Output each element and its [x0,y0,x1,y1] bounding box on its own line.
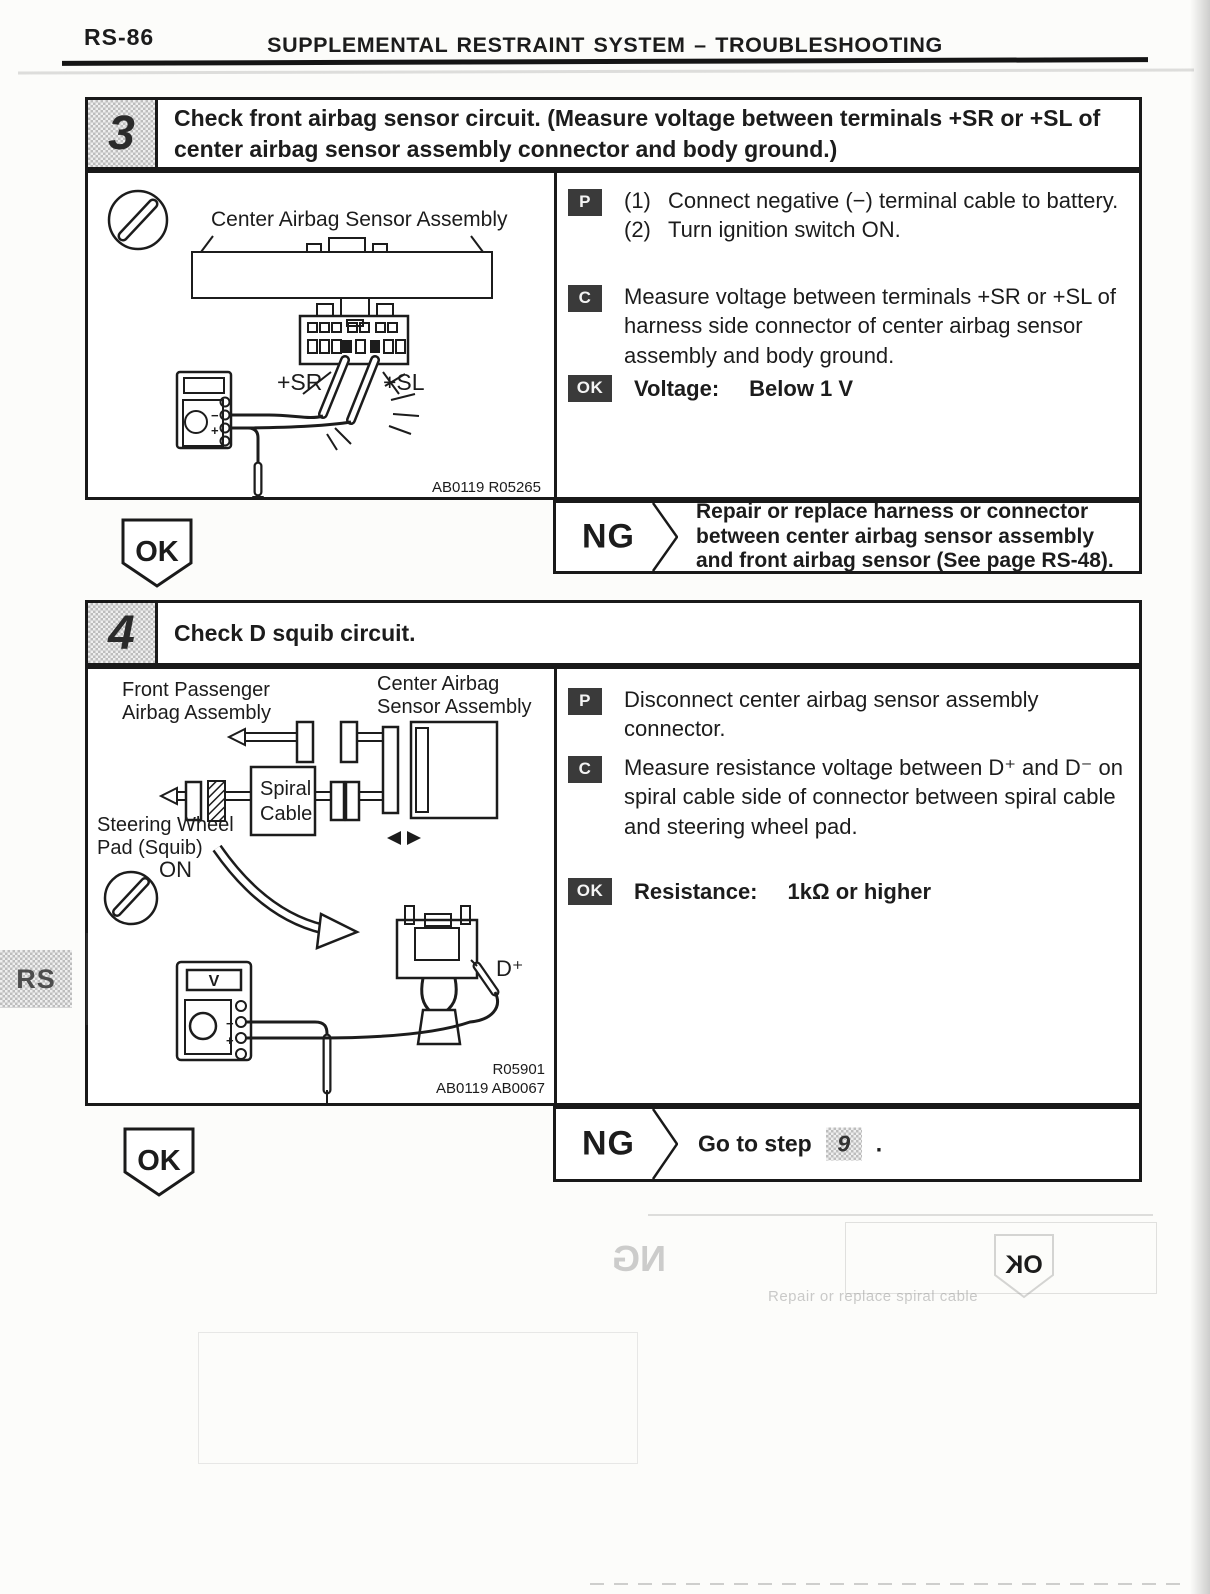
item-number: (2) [624,217,651,243]
bleedthrough-text: Repair or replace spiral cable [768,1288,979,1305]
ng-label: NG [582,517,635,556]
ng-chevron-icon [652,1109,678,1179]
fp-airbag-label-line2: Airbag Assembly [122,702,271,724]
prepare-items [624,186,1130,245]
bleedthrough-box [198,1332,638,1464]
meter-plus-label: + [211,423,219,438]
check-text: Measure resistance voltage between D⁺ and D⁻ on spiral cable side of connector between spiral cable and steering wheel pad. [624,755,1123,839]
rs-tab-edge-line [86,933,88,1025]
fp-airbag-label-line1: Front Passenger [122,679,270,701]
bleedthrough-ok-label: OK [1005,1251,1043,1279]
spec-label: Voltage: [634,376,720,401]
step4-diagram [89,670,553,1104]
header-rule [62,57,1148,66]
prepare-marker: P [568,189,602,216]
step3-spec-row [568,372,1130,403]
step3-panel-divider [554,173,557,497]
bleedthrough-ng: NG [612,1238,666,1279]
scan-bottom-artifact [590,1583,1190,1585]
terminal-sr-pin [342,340,352,353]
step3-title: Check front airbag sensor circuit. (Measure voltage between terminals +SR or +SL of center airbag sensor assembly connector and body ground.) [174,104,1101,162]
step4-number-badge: 4 [88,603,158,663]
step3-ok-arrow [120,517,194,589]
step3-ng-box [553,500,1142,574]
spec-value: Below 1 V [749,376,854,401]
step4-check-row [568,753,1130,841]
meter-minus-label: − [226,1016,234,1031]
meter-plus-label: + [226,1033,234,1048]
prepare-marker: P [568,688,602,715]
figure-code: AB0119 R05265 [432,479,541,496]
ok-marker: OK [568,878,612,905]
step4-content-box [85,666,1142,1106]
no-rotation-symbol-icon [105,872,157,924]
step-9-badge: 9 [826,1128,862,1161]
step3-diagram [89,174,553,498]
step3-content-box [85,170,1142,500]
step4-spec-row [568,875,1130,906]
steering-pad-label-line1: Steering Wheel [97,814,234,836]
spec-line [634,372,1130,403]
bleedthrough-line [648,1214,1153,1216]
check-text: Measure voltage between terminals +SR or +SL of harness side connector of center airbag sensor assembly and body ground. [624,284,1117,368]
step3-number-badge: 3 [88,100,158,167]
no-rotation-symbol-icon [109,191,167,249]
terminal-sr-label: +SR [277,369,323,395]
figure-code-line2: AB0119 AB0067 [436,1080,545,1097]
center-sensor-label-line2: Sensor Assembly [377,696,532,718]
ng-action-text: Go to step [698,1130,812,1157]
item-text: Connect negative (−) terminal cable to battery. [668,188,1119,213]
multimeter-drawing [177,372,231,448]
ok-marker: OK [568,375,612,402]
ng-action-line [698,1128,882,1161]
ok-arrow-label: OK [137,1145,181,1177]
ok-arrow-label: OK [135,536,179,568]
page-number: RS-86 [84,24,155,50]
check-marker: C [568,285,602,312]
ng-chevron-icon [652,503,678,571]
figure-code-line1: R05901 [492,1061,545,1078]
spec-label: Resistance: [634,879,758,904]
section-tab-rs: RS [0,950,72,1008]
meter-volt-label: V [208,973,220,990]
spec-value: 1kΩ or higher [787,879,932,904]
spiral-cable-label-line1: Spiral [260,778,312,800]
steering-pad-label-line2: Pad (Squib) [97,837,203,859]
prepare-text: Disconnect center airbag sensor assembly connector. [624,687,1039,742]
spiral-cable-label-line2: Cable [260,803,313,825]
ng-label: NG [582,1124,635,1163]
step3-prepare-row [568,186,1130,245]
disconnect-arrows-icon [387,831,421,845]
terminal-sl-label: +SL [383,369,425,395]
step4-title: Check D squib circuit. [174,619,416,646]
sensor-assembly-drawing [192,236,492,298]
assembly-label: Center Airbag Sensor Assembly [211,208,508,231]
prepare-item [624,186,1130,215]
item-text: Turn ignition switch ON. [668,217,901,243]
ng-action-period: . [875,1130,883,1157]
center-sensor-label-line1: Center Airbag [377,673,500,695]
ng-action-text: Repair or replace harness or connector between center airbag sensor assembly and front airbag sensor (See page RS-48). [696,500,1114,573]
multimeter-drawing [177,962,251,1060]
step4-prepare-row [568,685,1130,744]
header-rule-ghost [18,68,1194,74]
meter-wires [230,415,351,498]
item-number: (1) [624,188,651,213]
step4-ok-arrow [122,1126,196,1198]
step3-check-row [568,282,1130,370]
step4-header-box [85,600,1142,666]
ignition-on-label: ON [159,857,192,882]
terminal-sl-pin [370,340,380,353]
scan-edge-shadow [1190,0,1210,1594]
connector-drawing [300,298,408,364]
terminal-dplus-label: D⁺ [496,956,524,981]
step4-panel-divider [554,669,557,1103]
spec-line [634,875,1130,906]
pointer-arrow [217,848,357,948]
prepare-item [624,215,1130,244]
page-title: SUPPLEMENTAL RESTRAINT SYSTEM – TROUBLESHOOTING [267,33,943,57]
check-marker: C [568,756,602,783]
meter-minus-label: − [211,408,219,423]
squib-connector-drawing [397,906,495,1044]
bleedthrough-ok-arrow [993,1233,1055,1299]
step4-ng-box [553,1106,1142,1182]
step3-header-box [85,97,1142,170]
connector-pins [308,323,405,353]
ground-arrow-icon [252,496,264,498]
